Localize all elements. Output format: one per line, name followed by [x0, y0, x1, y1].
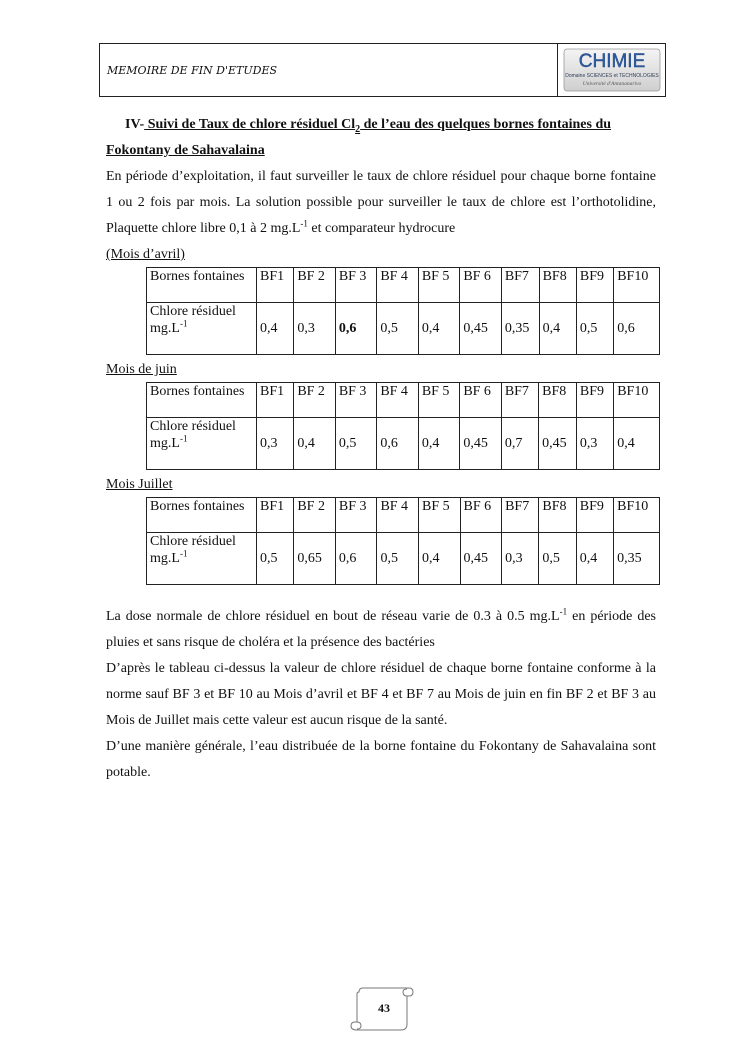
value-cell: 0,5: [377, 303, 419, 355]
header-cell: BF 2: [294, 383, 336, 418]
value-cell: 0,45: [460, 303, 502, 355]
intro-paragraph: [106, 164, 656, 242]
value-cell: 0,45: [539, 418, 577, 470]
value-cell: 0,5: [539, 533, 576, 585]
month-label: Mois Juillet: [106, 477, 173, 492]
conclusion-p1-sup: -1: [559, 606, 568, 617]
conclusion-paragraph-2: D’après le tableau ci-dessus la valeur de chlore résiduel de chaque borne fontaine conforme à la norme sauf BF 3 et BF 10 au Mois d’avril et BF 4 et BF 7 au Mois de juin en fin BF 2 et BF 3 au Mois de Juillet mais cette valeur est aucun risque de la santé.: [106, 661, 656, 728]
header-cell: BF 2: [294, 498, 336, 533]
chlorine-table: [146, 497, 660, 585]
month-label: Mois de juin: [106, 362, 177, 377]
header-cell: BF9: [576, 498, 613, 533]
value-cell: 0,45: [460, 418, 502, 470]
section-heading: [106, 112, 656, 164]
conclusion-p1-text-end: en période des pluies et sans risque de choléra et la présence des bactéries: [106, 609, 657, 650]
header-cell: BF 2: [294, 268, 336, 303]
header-cell: BF1: [257, 498, 294, 533]
header-cell: BF 3: [335, 268, 377, 303]
value-cell: 0,5: [576, 303, 613, 355]
value-cell: 0,3: [294, 303, 336, 355]
header-cell: BF9: [576, 383, 613, 418]
table-row: [147, 303, 660, 355]
value-cell: 0,5: [377, 533, 419, 585]
intro-sup: -1: [300, 218, 308, 229]
header-cell: BF 6: [460, 383, 502, 418]
chlorine-table: [146, 267, 660, 355]
page-number: 43: [378, 1001, 390, 1015]
conclusion-p1-text: La dose normale de chlore résiduel en bout de réseau varie de 0.3 à 0.5 mg.L: [106, 609, 560, 624]
header-logo-cell: [557, 44, 665, 96]
row-label: [147, 303, 257, 355]
tables-container: [106, 243, 656, 585]
header-cell: BF 5: [418, 498, 460, 533]
row-label: [147, 418, 257, 470]
header-cell: BF1: [257, 383, 294, 418]
header-cell: BF 4: [377, 498, 419, 533]
header-cell: BF 3: [335, 383, 377, 418]
row-label-sup: -1: [179, 318, 188, 329]
value-cell: 0,4: [539, 303, 576, 355]
header-cell: BF1: [257, 268, 294, 303]
section-title-line2: Fokontany de Sahavalaina: [106, 143, 265, 158]
row-label-sup: -1: [179, 433, 188, 444]
header-cell: BF7: [502, 498, 539, 533]
section-title-part2: de l’eau des quelques bornes fontaines du: [360, 117, 612, 132]
value-cell: 0,6: [335, 533, 377, 585]
intro-text-end: et comparateur hydrocure: [307, 221, 456, 236]
header-cell: BF10: [614, 268, 660, 303]
header-cell: BF9: [576, 268, 613, 303]
value-cell: 0,6: [614, 303, 660, 355]
row-label: Bornes fontaines: [147, 268, 257, 303]
intro-text: En période d’exploitation, il faut surveiller le taux de chlore résiduel pour chaque borne fontaine 1 ou 2 fois par mois. La solution possible pour surveiller le taux de chlore est l’orthotolidine, Plaquette chlore libre 0,1 à 2 mg.L: [106, 169, 656, 236]
header-cell: BF 5: [418, 383, 460, 418]
conclusion-paragraph-3: D’une manière générale, l’eau distribuée de la borne fontaine du Fokontany de Sahavalaina sont potable.: [106, 739, 656, 780]
logo-line2: Université d'Antananarivo: [582, 81, 641, 87]
conclusion-paragraph-1: [106, 604, 656, 656]
value-cell: 0,4: [614, 418, 660, 470]
value-cell: 0,3: [502, 533, 539, 585]
table-row: [147, 498, 660, 533]
header-cell: BF 4: [377, 383, 419, 418]
row-label-text: Chlore résiduel mg.L: [150, 419, 236, 451]
table-row: [147, 383, 660, 418]
table-row: [147, 418, 660, 470]
header-cell: BF 3: [335, 498, 377, 533]
value-cell: 0,4: [257, 303, 294, 355]
table-row: [147, 533, 660, 585]
header-cell: BF7: [501, 383, 538, 418]
section-title-sub: 2: [355, 123, 361, 135]
header-cell: BF 6: [460, 268, 502, 303]
header-cell: BF 5: [418, 268, 460, 303]
header-cell: BF8: [539, 383, 577, 418]
value-cell: 0,4: [418, 533, 460, 585]
header-cell: BF7: [501, 268, 539, 303]
header-title: MEMOIRE DE FIN D'ETUDES: [107, 63, 278, 77]
section-number: IV-: [125, 117, 145, 132]
logo-line1: Domaine SCIENCES et TECHNOLOGIES: [564, 73, 659, 79]
row-label: Bornes fontaines: [147, 383, 257, 418]
header-cell: BF 6: [460, 498, 502, 533]
value-cell: 0,3: [576, 418, 613, 470]
header-cell: BF8: [539, 498, 576, 533]
value-cell: 0,35: [614, 533, 660, 585]
value-cell: 0,3: [257, 418, 294, 470]
value-cell: 0,4: [294, 418, 336, 470]
logo-word: CHIMIE: [578, 51, 645, 72]
row-label: Bornes fontaines: [147, 498, 257, 533]
header-cell: BF10: [614, 498, 660, 533]
row-label-text: Chlore résiduel mg.L: [150, 534, 236, 566]
chimie-logo: [562, 47, 662, 93]
table-row: [147, 268, 660, 303]
header-cell: BF8: [539, 268, 576, 303]
value-cell: 0,45: [460, 533, 502, 585]
value-cell: 0,6: [377, 418, 419, 470]
value-cell: 0,4: [576, 533, 613, 585]
value-cell: 0,4: [418, 303, 460, 355]
conclusion: [106, 604, 656, 786]
value-cell: 0,7: [501, 418, 538, 470]
page-content: [106, 112, 656, 786]
value-cell: 0,65: [294, 533, 336, 585]
header-cell: BF10: [614, 383, 660, 418]
row-label: [147, 533, 257, 585]
value-cell: 0,5: [257, 533, 294, 585]
value-cell: 0,35: [501, 303, 539, 355]
section-title-part1: Suivi de Taux de chlore résiduel Cl: [144, 117, 356, 132]
page-header: [99, 43, 666, 97]
value-cell: 0,6: [335, 303, 377, 355]
chlorine-table: [146, 382, 660, 470]
row-label-sup: -1: [179, 548, 188, 559]
value-cell: 0,4: [418, 418, 460, 470]
row-label-text: Chlore résiduel mg.L: [150, 304, 236, 336]
header-cell: BF 4: [377, 268, 419, 303]
month-label: (Mois d’avril): [106, 247, 185, 262]
value-cell: 0,5: [335, 418, 377, 470]
